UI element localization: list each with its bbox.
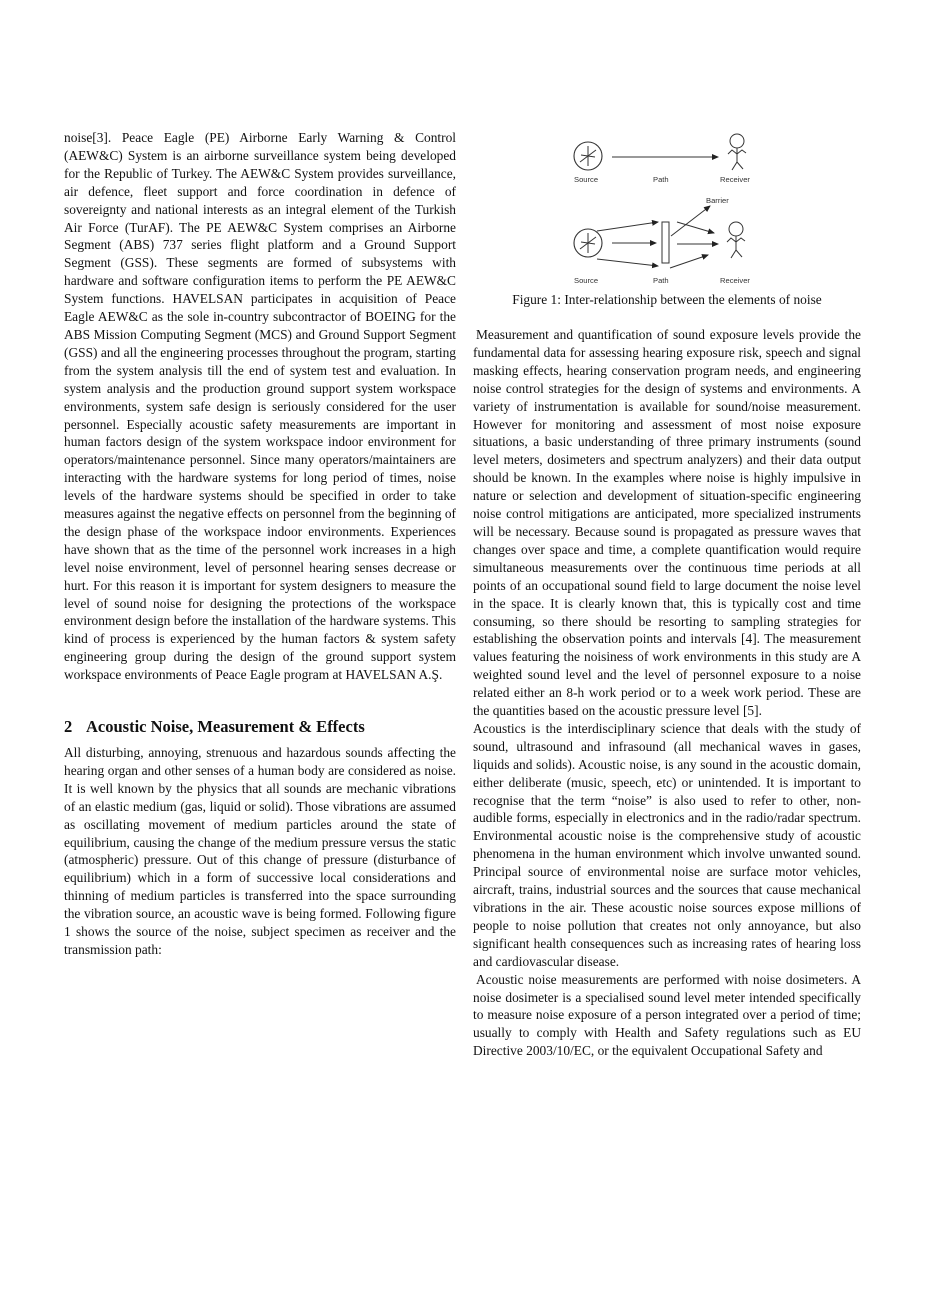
body-paragraph: Measurement and quantification of sound exposure levels provide the fundamental data for assessing hearing exposure risk, speech and signal masking effects, hearing conservation program needs, and engineering noise control strategies for the design of systems and environments. A variety of instrumentation is available for sound/noise measurement. However for monitoring and assessment of most noise exposure situations, a basic understanding of three primary instruments (sound level meters, dosimeters and spectrum analyzers) and their data output should be known. In the examples where noise is highly impulsive in nature or selection and development of situation-specific engineering noise control mitigations are anticipated, more specialized instruments will be necessary. Because sound is propagated as pressure waves that changes over space and time, a complete quantification would require simultaneous measurements over the continuous time periods at all points of an occupational sound field to large document the noise level in the space. It is clearly known that, this is typically cost and time consuming, so there should be resorting to sampling strategies for establishing the observation points and intervals [4]. The measurement values featuring the noisiness of work environments in this study are A weighted sound level and the level of personnel exposure to a noise related either an 8-h work period or to a week work period. These are the quantities based on the acoustic pressure level [5]. [473,327,861,719]
source-icon [574,229,602,257]
receiver-person-icon [728,134,746,170]
body-paragraph: All disturbing, annoying, strenuous and hazardous sounds affecting the hearing organ and other senses of a human body are considered as noise. It is well known by the physics that all sounds are mechanic vibrations of an elastic medium (gas, liquid or solid). Those vibrations are assumed as oscillating movement of medium particles around the state of equilibrium, causing the change of the medium pressure versus the static (atmospheric) pressure. Out of this change of pressure (disturbance of equilibrium) which in a form of successive local considerations and thinning of medium particles is transferred into the space surrounding the vibration source, an acoustic wave is being formed. Following figure 1 shows the source of the noise, subject specimen as receiver and the transmission path: [64,745,456,957]
body-paragraph: Acoustic noise measurements are performed with noise dosimeters. A noise dosimeter is a specialised sound level meter intended specifically to measure noise exposure of a person integrated over a period of time; usually to comply with Health and Safety regulations such as EU Directive 2003/10/EC, or the equivalent Occupational Safety and [473,971,861,1059]
receiver-person-icon [727,222,745,258]
label-receiver: Receiver [720,175,750,184]
figure-noise-diagram [560,126,800,291]
section-title: Acoustic Noise, Measurement & Effects [86,717,365,737]
body-paragraph: noise[3]. Peace Eagle (PE) Airborne Early Warning & Control (AEW&C) System is an airborne surveillance system being developed for the Republic of Turkey. The AEW&C System provides surveillance, air defence, fleet support and force coordination in defence of sovereignty and national interests as an integral element of the Turkish Air Force (TurAF). The PE AEW&C System comprises an Airborne Segment (ABS) 737 series flight platform and a Ground Support Segment (GSS). These segments are formed of subsystems with hardware and software configuration items to perform the PE AEW&C System functions. HAVELSAN participates in acquisition of Peace Eagle AEW&C as the sole in-country subcontractor of BOEING for the ABS Mission Computing Segment (MCS) and Ground Support Segment (GSS) and all the engineering processes throughout the program, starting from the system analysis till the end of system test and evaluation. In system analysis and the production ground support system workspace environments, system safe design is seriously considered for the user personnel. Especially acoustic safety measurements are important in human factors design of the system workspace indoor environment for operators/maintenance personnel. Since many operators/maintainers are interacting with the hardware systems for long period of times, noise levels of the hardware systems should be specified in order to take measures against the negative effects on personnel from the beginning of the design phase of the workspace indoor environments. Experiences have shown that as the time of the personnel work increases in a high level noise environment, level of personnel hearing senses decrease or hurt. For this reason it is important for system designers to measure the level of sound noise for designing the protections of the workspace environment design before the installation of the hardware systems. This kind of process is experienced by the human factors & system safety engineering group during the design of the ground support system workspace environments of Peace Eagle program at HAVELSAN A.Ş. [64,130,456,683]
label-path: Path [653,175,669,184]
label-receiver: Receiver [720,276,750,285]
right-column [473,326,861,1060]
label-barrier: Barrier [706,196,729,205]
label-source: Source [574,276,599,285]
section-number: 2 [64,717,73,737]
left-column [64,129,456,959]
source-icon [574,142,602,170]
label-path: Path [653,276,669,285]
section-heading [64,718,456,736]
body-paragraph: Acoustics is the interdisciplinary science that deals with the study of sound, ultrasound and infrasound (all mechanical waves in gases, liquids and solids). Acoustic noise, is any sound in the acoustic domain, either deliberate (music, speech, etc) or unintended. It is important to recognise that the term “noise” is also used to refer to other, non-audible forms, especially in electronics and in the radio/radar spectrum. Environmental acoustic noise is the comprehensive study of acoustic phenomena in the human environment which involve unwanted sound. Principal source of environmental noise are surface motor vehicles, aircraft, trains, industrial sources and the sources that cause mechanical vibrations in the air. These acoustic noise sources expose millions of people to noise pollution that creates not only annoyance, but also significant health consequences such as increasing rates of hearing loss and cardiovascular disease. [473,720,861,969]
label-source: Source [574,175,599,184]
figure-caption: Figure 1: Inter-relationship between the elements of noise [512,292,822,307]
barrier-wall [662,222,669,263]
noise-elements-diagram [560,126,800,291]
